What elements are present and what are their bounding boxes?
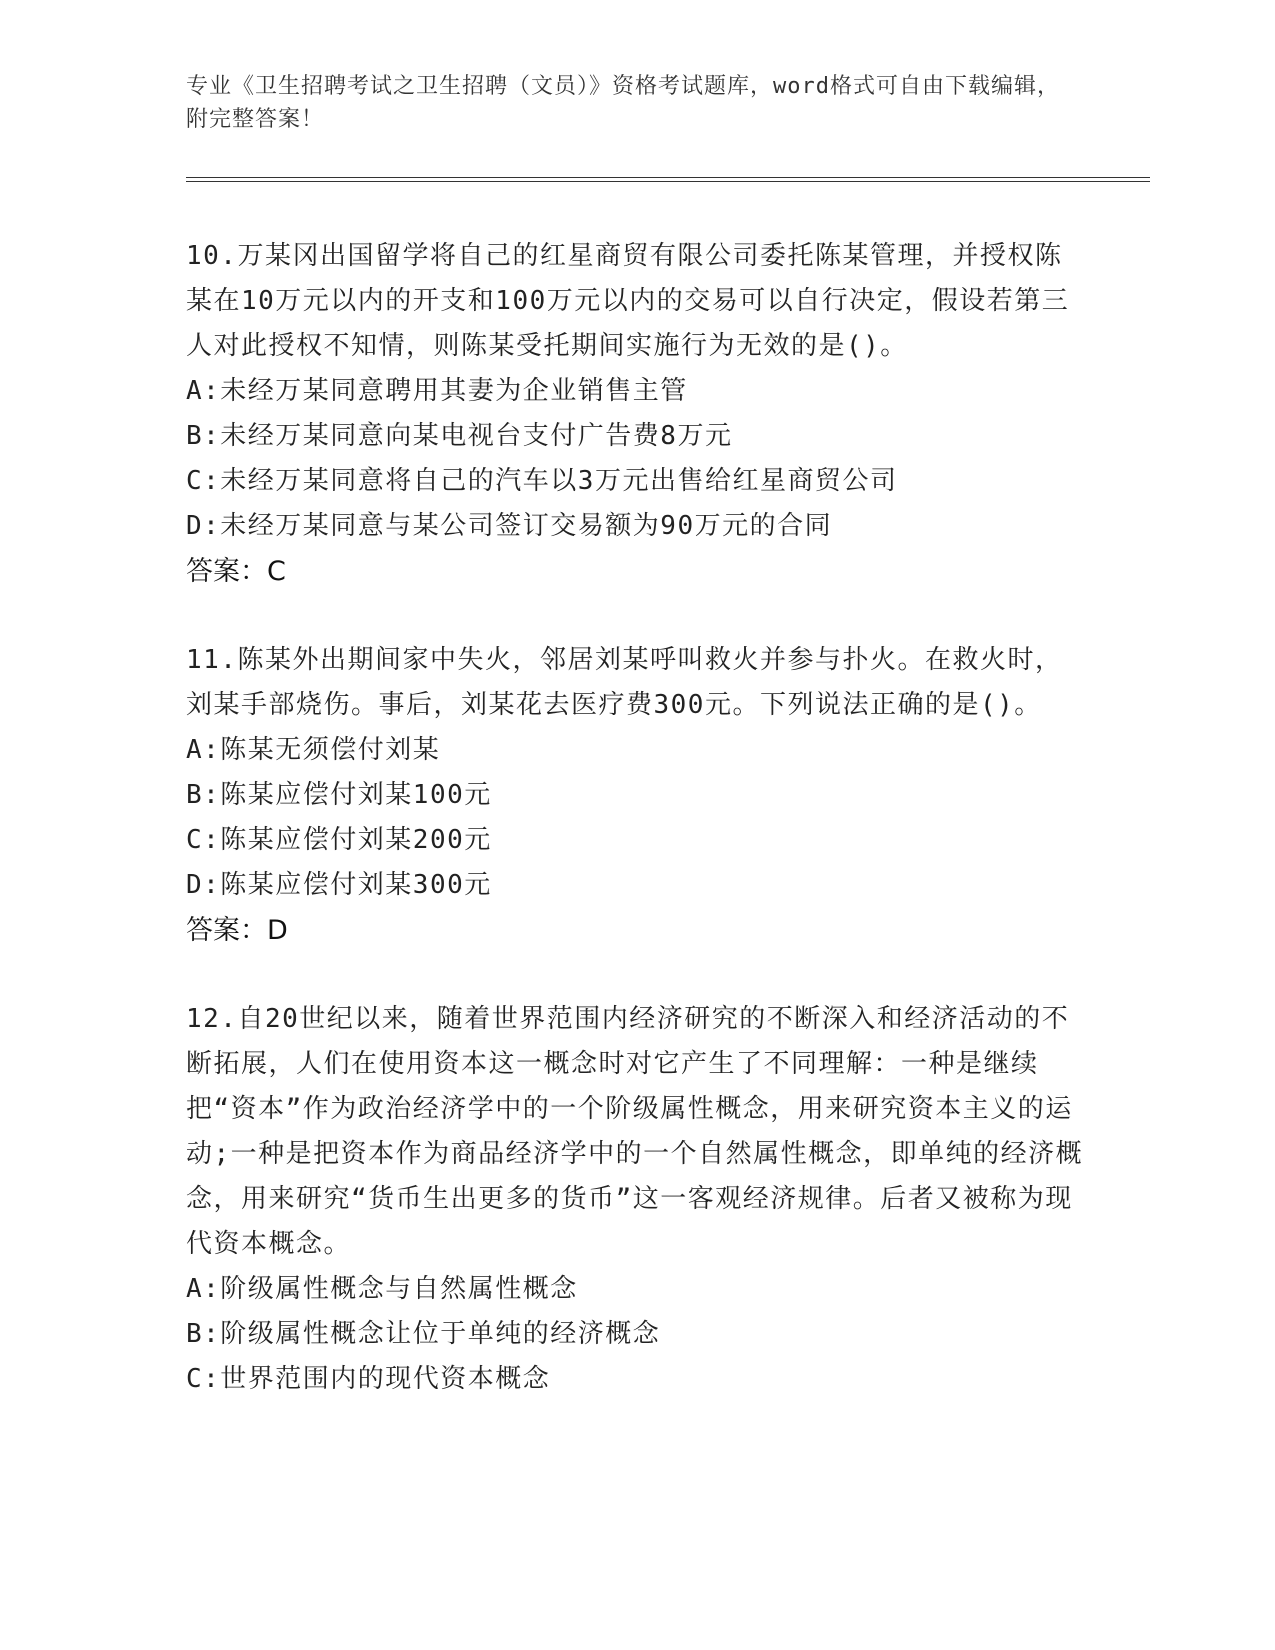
question-stem: 10.万某冈出国留学将自己的红星商贸有限公司委托陈某管理，并授权陈某在10万元以内的开支和100万元以内的交易可以自行决定，假设若第三人对此授权不知情，则陈某受托期间实施行为无效的是()。 xyxy=(186,241,1070,361)
option-a: A:阶级属性概念与自然属性概念 xyxy=(186,1274,578,1304)
option-c: C:陈某应偿付刘某200元 xyxy=(186,825,492,855)
option-d: D:陈某应偿付刘某300元 xyxy=(186,870,492,900)
option-c: C:世界范围内的现代资本概念 xyxy=(186,1364,551,1394)
answer-line: 答案：C xyxy=(186,556,286,587)
option-a: A:未经万某同意聘用其妻为企业销售主管 xyxy=(186,376,688,406)
answer-line: 答案：D xyxy=(186,915,288,946)
option-b: B:阶级属性概念让位于单纯的经济概念 xyxy=(186,1319,661,1349)
option-a: A:陈某无须偿付刘某 xyxy=(186,735,441,765)
header-divider xyxy=(186,177,1150,182)
question-10 xyxy=(186,234,1086,594)
question-list xyxy=(186,234,1086,1446)
document-header: 专业《卫生招聘考试之卫生招聘（文员）》资格考试题库，word格式可自由下载编辑，附完整答案！ xyxy=(186,74,1060,132)
option-c: C:未经万某同意将自己的汽车以3万元出售给红星商贸公司 xyxy=(186,466,898,496)
question-stem: 11.陈某外出期间家中失火，邻居刘某呼叫救火并参与扑火。在救火时，刘某手部烧伤。事后，刘某花去医疗费300元。下列说法正确的是()。 xyxy=(186,645,1063,720)
question-11 xyxy=(186,638,1086,953)
option-b: B:未经万某同意向某电视台支付广告费8万元 xyxy=(186,421,733,451)
question-12 xyxy=(186,997,1086,1402)
question-stem: 12.自20世纪以来，随着世界范围内经济研究的不断深入和经济活动的不断拓展，人们在使用资本这一概念时对它产生了不同理解：一种是继续把“资本”作为政治经济学中的一个阶级属性概念，用来研究资本主义的运动;一种是把资本作为商品经济学中的一个自然属性概念，即单纯的经济概念，用来研究“货币生出更多的货币”这一客观经济规律。后者又被称为现代资本概念。 xyxy=(186,1004,1084,1259)
option-b: B:陈某应偿付刘某100元 xyxy=(186,780,492,810)
option-d: D:未经万某同意与某公司签订交易额为90万元的合同 xyxy=(186,511,833,541)
